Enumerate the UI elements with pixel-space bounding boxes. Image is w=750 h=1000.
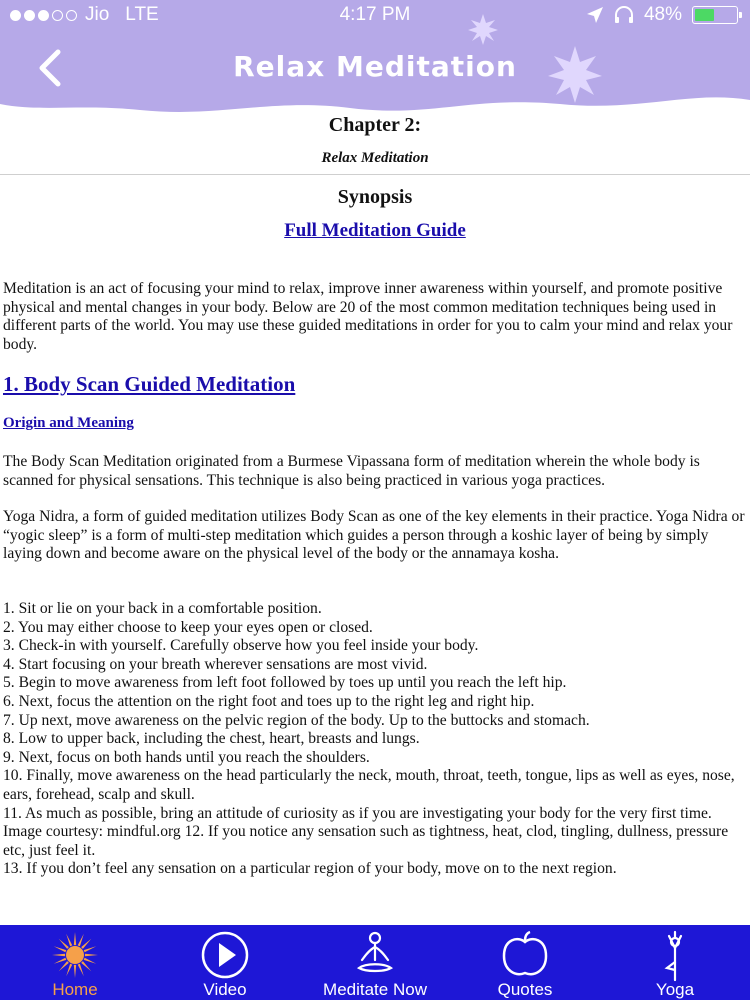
step-item: 10. Finally, move awareness on the head particularly the neck, mouth, throat, teeth, tongue, lips as well as eyes, nose, ears, forehead, scalp and skull.: [3, 767, 735, 803]
section-heading-link[interactable]: 1. Body Scan Guided Meditation: [3, 372, 296, 396]
origin-heading-link[interactable]: Origin and Meaning: [3, 415, 134, 431]
guide-link-wrapper: [0, 220, 750, 242]
chapter-subtitle: Relax Meditation: [321, 150, 429, 166]
tab-label: Yoga: [655, 980, 695, 999]
step-item: 6. Next, focus the attention on the right foot and toes up to the right leg and right hip.: [3, 692, 535, 710]
step-item: Image courtesy: mindful.org 12. If you notice any sensation such as tightness, heat, clod, tingling, dullness, pressure etc, just feel it.: [3, 823, 729, 859]
network-label: LTE: [125, 4, 159, 25]
battery-fill: [695, 9, 714, 21]
status-bar: [0, 4, 750, 28]
tab-bar: [0, 925, 750, 1000]
step-item: 3. Check-in with yourself. Carefully observe how you feel inside your body.: [3, 637, 479, 655]
headphones-icon: [614, 6, 634, 24]
location-arrow-icon: [586, 6, 604, 24]
tab-quotes[interactable]: [450, 925, 600, 1000]
tab-meditate-now[interactable]: [300, 925, 450, 1000]
tab-yoga[interactable]: [600, 925, 750, 1000]
play-icon: [200, 930, 250, 980]
yoga-pose-icon: [655, 930, 695, 982]
step-item: 7. Up next, move awareness on the pelvic region of the body. Up to the buttocks and stomach.: [3, 711, 590, 729]
step-item: 9. Next, focus on both hands until you reach the shoulders.: [3, 748, 370, 766]
step-item: 4. Start focusing on your breath wherever sensations are most vivid.: [3, 655, 428, 673]
status-time: 4:17 PM: [339, 4, 411, 25]
step-item: 13. If you don’t feel any sensation on a particular region of your body, move on to the next region.: [3, 860, 617, 878]
yoga-nidra-paragraph: Yoga Nidra, a form of guided meditation utilizes Body Scan as one of the key elements in their practice. Yoga Nidra or “yogic sleep” is a form of multi-step meditation which guides a person through a koshic layer of being by simply laying down and become aware on the physical level of the body or the annamaya kosha.: [3, 508, 745, 562]
battery-percent: 48%: [643, 4, 682, 25]
tab-video[interactable]: [150, 925, 300, 1000]
step-item: 5. Begin to move awareness from left foot followed by toes up until you reach the left hip.: [3, 674, 567, 692]
origin-paragraph: The Body Scan Meditation originated from a Burmese Vipassana form of meditation wherein the whole body is scanned for physical sensations. This technique is also being practiced in various yoga practices.: [3, 453, 700, 489]
tab-label: Video: [203, 980, 247, 999]
steps-list: [3, 600, 747, 879]
step-item: 11. As much as possible, bring an attitude of curiosity as if you are investigating your body for the very first time.: [3, 804, 712, 822]
chapter-heading: Chapter 2:: [328, 114, 422, 136]
divider: [0, 174, 750, 175]
intro-paragraph: Meditation is an act of focusing your mind to relax, improve inner awareness within yourself, and promote positive physical and mental changes in your body. Below are 20 of the most common meditation techniques being used in different parts of the world. You may use these guided meditations in order for you to calm your mind and relax your body.: [3, 280, 733, 353]
header: [0, 0, 750, 120]
meditation-figure-icon: [350, 930, 400, 980]
tab-label: Home: [52, 980, 98, 999]
page-title: Relax Meditation: [233, 50, 517, 83]
sunburst-icon: [48, 930, 102, 980]
step-item: 8. Low to upper back, including the chest, heart, breasts and lungs.: [3, 730, 420, 748]
step-item: 2. You may either choose to keep your eyes open or closed.: [3, 618, 373, 636]
full-meditation-guide-link[interactable]: Full Meditation Guide: [284, 220, 466, 241]
step-item: 1. Sit or lie on your back in a comfortable position.: [3, 600, 322, 617]
synopsis-heading: Synopsis: [337, 186, 413, 208]
tab-label: Meditate Now: [323, 980, 427, 999]
battery-icon: [692, 6, 738, 24]
carrier-label: Jio: [85, 4, 110, 25]
apple-outline-icon: [498, 930, 552, 980]
tab-home[interactable]: [0, 925, 150, 1000]
tab-label: Quotes: [497, 980, 553, 999]
